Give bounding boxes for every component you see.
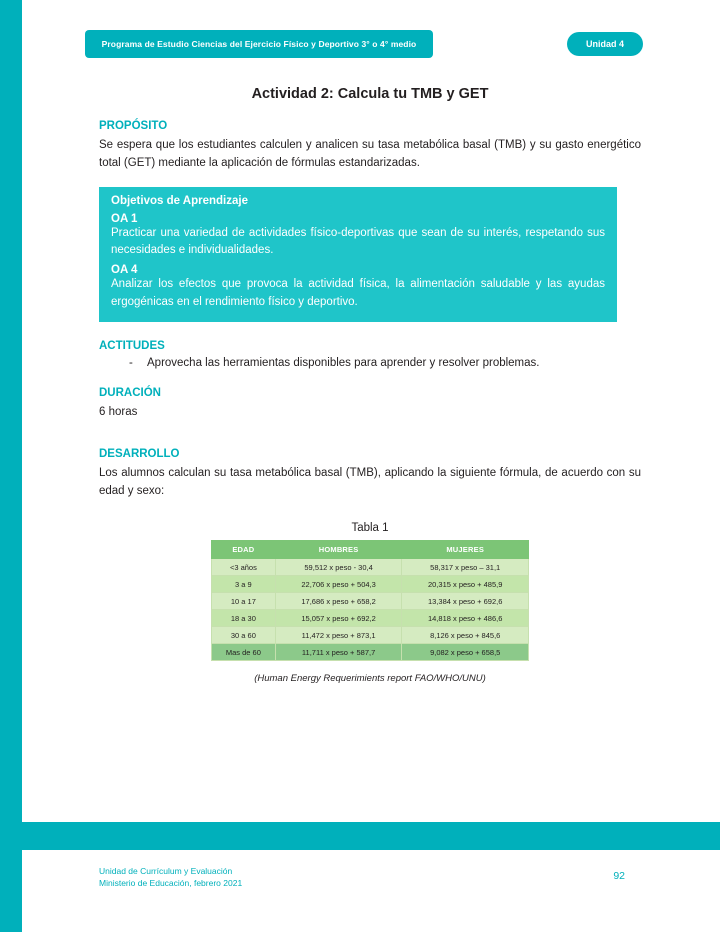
program-label: Programa de Estudio Ciencias del Ejercicio Físico y Deportivo 3° o 4° medio [101,39,417,49]
table-cell: Mas de 60 [212,644,276,661]
section-heading-duracion: DURACIÓN [99,386,161,399]
table-header-row [212,541,529,559]
bullet-dash-icon: - [129,356,133,369]
table-cell: 30 a 60 [212,627,276,644]
footer-line-1: Unidad de Currículum y Evaluación [99,865,233,876]
section-heading-actitudes: ACTITUDES [99,339,165,352]
footer-white-area [22,850,720,932]
table-row [212,627,529,644]
table-cell: 8,126 x peso + 845,6 [402,627,529,644]
oa4-text: Analizar los efectos que provoca la actividad física, la alimentación saludable y las ayudas ergogénicas en el rendimiento físico y deportivo. [111,278,605,309]
page-content [99,80,641,684]
table-row [212,559,529,576]
unit-label: Unidad 4 [585,39,624,49]
table-cell: 3 a 9 [212,576,276,593]
table-row [212,593,529,610]
table-header-cell: HOMBRES [275,541,402,559]
proposito-text: Se espera que los estudiantes calculen y analicen su tasa metabólica basal (TMB) y su gasto energético total (GET) mediante la aplicación de fórmulas estandarizadas. [99,139,641,169]
duracion-text: 6 horas [99,405,138,418]
actitudes-list-item [99,357,641,369]
table-cell: <3 años [212,559,276,576]
learning-objectives-box [99,187,617,322]
tmb-formula-table [211,540,529,661]
page-number: 92 [613,870,625,882]
page-title: Actividad 2: Calcula tu TMB y GET [251,86,489,102]
unit-badge [567,32,643,56]
table-source-note: (Human Energy Requerimients report FAO/WHO/UNU) [254,673,486,685]
table-cell: 59,512 x peso - 30,4 [275,559,402,576]
table-container [99,540,641,661]
table-header-cell: EDAD [212,541,276,559]
oa-box-title: Objetivos de Aprendizaje [111,194,248,207]
table-cell: 14,818 x peso + 486,6 [402,610,529,627]
footer-line-2: Ministerio de Educación, febrero 2021 [99,878,243,889]
program-banner [85,30,433,58]
table-header-cell: MUJERES [402,541,529,559]
actitudes-item-text: Aprovecha las herramientas disponibles para aprender y resolver problemas. [147,356,540,369]
table-cell: 58,317 x peso – 31,1 [402,559,529,576]
oa4-code: OA 4 [111,264,138,277]
table-cell: 11,711 x peso + 587,7 [275,644,402,661]
table-caption: Tabla 1 [351,522,389,535]
footer-organization [99,865,242,891]
table-cell: 17,686 x peso + 658,2 [275,593,402,610]
table-cell: 13,384 x peso + 692,6 [402,593,529,610]
table-cell: 22,706 x peso + 504,3 [275,576,402,593]
section-heading-proposito: PROPÓSITO [99,120,168,132]
table-row [212,610,529,627]
oa1-text: Practicar una variedad de actividades físico-deportivas que sean de su interés, respetando sus necesidades e individualidades. [111,226,605,257]
table-cell: 20,315 x peso + 485,9 [402,576,529,593]
table-cell: 9,082 x peso + 658,5 [402,644,529,661]
table-row [212,644,529,661]
table-cell: 18 a 30 [212,610,276,627]
table-row [212,576,529,593]
desarrollo-text: Los alumnos calculan su tasa metabólica basal (TMB), aplicando la siguiente fórmula, de acuerdo con su edad y sexo: [99,466,641,497]
left-accent-bar [0,0,22,932]
footer-accent-band [0,822,720,850]
table-cell: 10 a 17 [212,593,276,610]
page-header [22,30,720,64]
oa1-code: OA 1 [111,212,138,225]
table-cell: 11,472 x peso + 873,1 [275,627,402,644]
section-heading-desarrollo: DESARROLLO [99,447,180,460]
table-cell: 15,057 x peso + 692,2 [275,610,402,627]
